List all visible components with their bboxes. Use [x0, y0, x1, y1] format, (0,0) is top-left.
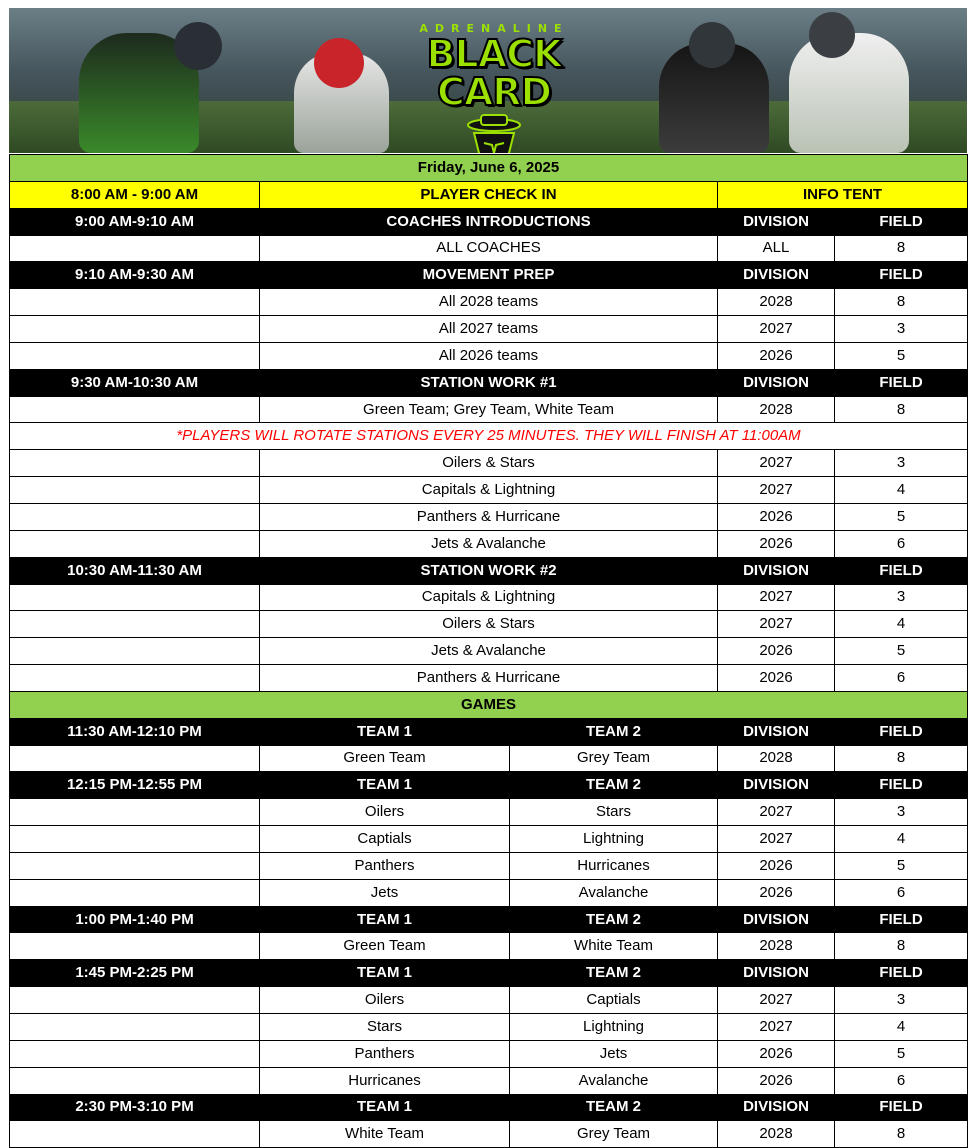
field-value: 3 [835, 799, 968, 826]
field-value: 5 [835, 638, 968, 665]
block-header-row [10, 262, 968, 289]
field-value: 6 [835, 1067, 968, 1094]
time-cell-empty [10, 342, 260, 369]
event-row [10, 477, 968, 504]
event-name: ALL COACHES [260, 235, 718, 262]
time-cell-empty [10, 584, 260, 611]
team1-name: Captials [260, 826, 510, 853]
header-banner [9, 8, 967, 153]
event-row [10, 584, 968, 611]
field-header: FIELD [835, 208, 968, 235]
division-value: 2026 [718, 530, 835, 557]
event-row [10, 450, 968, 477]
check-in-row [10, 181, 968, 208]
game-row [10, 745, 968, 772]
division-value: 2026 [718, 852, 835, 879]
event-name: Panthers & Hurricane [260, 503, 718, 530]
time-cell-empty [10, 503, 260, 530]
field-value: 3 [835, 316, 968, 343]
event-row [10, 611, 968, 638]
game-time-slot: 2:30 PM-3:10 PM [10, 1094, 260, 1121]
team2-header: TEAM 2 [510, 960, 718, 987]
block-title: MOVEMENT PREP [260, 262, 718, 289]
division-header: DIVISION [718, 718, 835, 745]
rotation-note-row [10, 423, 968, 450]
team2-name: Avalanche [510, 1067, 718, 1094]
game-row [10, 933, 968, 960]
field-header: FIELD [835, 262, 968, 289]
game-row [10, 852, 968, 879]
schedule-date: Friday, June 6, 2025 [10, 155, 968, 182]
field-value: 4 [835, 1014, 968, 1041]
game-row [10, 987, 968, 1014]
field-value: 8 [835, 1121, 968, 1148]
event-row [10, 638, 968, 665]
event-row [10, 503, 968, 530]
field-value: 5 [835, 1040, 968, 1067]
time-cell-empty [10, 530, 260, 557]
game-row [10, 879, 968, 906]
team1-name: Hurricanes [260, 1067, 510, 1094]
team1-name: Panthers [260, 1040, 510, 1067]
team1-name: Oilers [260, 987, 510, 1014]
time-cell-empty [10, 1121, 260, 1148]
team1-name: Oilers [260, 799, 510, 826]
team2-header: TEAM 2 [510, 1094, 718, 1121]
division-value: 2027 [718, 826, 835, 853]
division-header: DIVISION [718, 772, 835, 799]
event-name: Panthers & Hurricane [260, 665, 718, 692]
division-value: 2028 [718, 396, 835, 423]
event-name: Jets & Avalanche [260, 638, 718, 665]
field-header: FIELD [835, 369, 968, 396]
event-name: Green Team; Grey Team, White Team [260, 396, 718, 423]
team1-name: Jets [260, 879, 510, 906]
field-value: 3 [835, 987, 968, 1014]
division-value: 2027 [718, 987, 835, 1014]
field-value: 4 [835, 826, 968, 853]
game-row [10, 1014, 968, 1041]
check-in-time: 8:00 AM - 9:00 AM [10, 181, 260, 208]
team1-name: Green Team [260, 745, 510, 772]
time-cell-empty [10, 477, 260, 504]
team2-name: Avalanche [510, 879, 718, 906]
logo-black-card-text: BLACK CARD [426, 32, 562, 114]
field-value: 4 [835, 477, 968, 504]
division-value: 2027 [718, 611, 835, 638]
time-cell-empty [10, 852, 260, 879]
team1-header: TEAM 1 [260, 718, 510, 745]
team2-name: White Team [510, 933, 718, 960]
division-header: DIVISION [718, 960, 835, 987]
game-row [10, 1121, 968, 1148]
banner-helmet-dark [689, 22, 735, 68]
field-value: 5 [835, 503, 968, 530]
field-value: 8 [835, 933, 968, 960]
team2-name: Stars [510, 799, 718, 826]
game-block-header-row [10, 906, 968, 933]
field-value: 6 [835, 879, 968, 906]
division-value: 2028 [718, 289, 835, 316]
time-cell-empty [10, 1067, 260, 1094]
block-header-row [10, 369, 968, 396]
event-name: Capitals & Lightning [260, 477, 718, 504]
game-row [10, 1067, 968, 1094]
team2-name: Lightning [510, 1014, 718, 1041]
event-row [10, 235, 968, 262]
team1-header: TEAM 1 [260, 1094, 510, 1121]
team1-header: TEAM 1 [260, 772, 510, 799]
event-name: Capitals & Lightning [260, 584, 718, 611]
time-cell-empty [10, 879, 260, 906]
games-title: GAMES [10, 691, 968, 718]
team2-name: Grey Team [510, 745, 718, 772]
team2-name: Captials [510, 987, 718, 1014]
division-header: DIVISION [718, 557, 835, 584]
spy-hat-emblem-icon [464, 113, 524, 153]
team2-header: TEAM 2 [510, 718, 718, 745]
event-row [10, 316, 968, 343]
team1-name: Green Team [260, 933, 510, 960]
time-cell-empty [10, 799, 260, 826]
team1-header: TEAM 1 [260, 906, 510, 933]
field-value: 6 [835, 530, 968, 557]
date-row [10, 155, 968, 182]
check-in-location: INFO TENT [718, 181, 968, 208]
game-block-header-row [10, 960, 968, 987]
logo-adrenaline-text: ADRENALINE [419, 22, 569, 35]
division-value: 2028 [718, 745, 835, 772]
division-header: DIVISION [718, 369, 835, 396]
team2-name: Hurricanes [510, 852, 718, 879]
game-block-header-row [10, 1094, 968, 1121]
banner-helmet-red [314, 38, 364, 88]
game-time-slot: 12:15 PM-12:55 PM [10, 772, 260, 799]
division-value: 2026 [718, 638, 835, 665]
game-row [10, 1040, 968, 1067]
field-value: 8 [835, 396, 968, 423]
event-name: Jets & Avalanche [260, 530, 718, 557]
field-header: FIELD [835, 906, 968, 933]
schedule-table [9, 154, 968, 1148]
team2-name: Lightning [510, 826, 718, 853]
field-value: 5 [835, 342, 968, 369]
division-value: 2027 [718, 799, 835, 826]
division-header: DIVISION [718, 1094, 835, 1121]
game-time-slot: 11:30 AM-12:10 PM [10, 718, 260, 745]
team2-header: TEAM 2 [510, 772, 718, 799]
division-value: ALL [718, 235, 835, 262]
division-header: DIVISION [718, 208, 835, 235]
team1-name: Panthers [260, 852, 510, 879]
division-value: 2026 [718, 879, 835, 906]
division-value: 2028 [718, 1121, 835, 1148]
block-title: STATION WORK #1 [260, 369, 718, 396]
time-cell-empty [10, 396, 260, 423]
event-name: All 2027 teams [260, 316, 718, 343]
field-header: FIELD [835, 557, 968, 584]
time-cell-empty [10, 450, 260, 477]
division-value: 2027 [718, 316, 835, 343]
field-value: 3 [835, 584, 968, 611]
black-card-logo [389, 22, 599, 147]
time-cell-empty [10, 745, 260, 772]
event-row [10, 665, 968, 692]
division-value: 2026 [718, 342, 835, 369]
field-header: FIELD [835, 718, 968, 745]
event-row [10, 530, 968, 557]
time-slot: 9:30 AM-10:30 AM [10, 369, 260, 396]
division-header: DIVISION [718, 262, 835, 289]
banner-helmet-right [809, 12, 855, 58]
time-slot: 9:10 AM-9:30 AM [10, 262, 260, 289]
event-row [10, 289, 968, 316]
time-cell-empty [10, 933, 260, 960]
block-title: STATION WORK #2 [260, 557, 718, 584]
field-value: 5 [835, 852, 968, 879]
team2-header: TEAM 2 [510, 906, 718, 933]
event-name: Oilers & Stars [260, 450, 718, 477]
team1-name: Stars [260, 1014, 510, 1041]
game-block-header-row [10, 772, 968, 799]
game-time-slot: 1:45 PM-2:25 PM [10, 960, 260, 987]
division-value: 2026 [718, 665, 835, 692]
event-row [10, 396, 968, 423]
time-cell-empty [10, 316, 260, 343]
field-header: FIELD [835, 1094, 968, 1121]
banner-helmet-left [174, 22, 222, 70]
division-value: 2026 [718, 503, 835, 530]
game-block-header-row [10, 718, 968, 745]
field-value: 4 [835, 611, 968, 638]
field-value: 3 [835, 450, 968, 477]
event-name: All 2026 teams [260, 342, 718, 369]
block-header-row [10, 557, 968, 584]
game-row [10, 799, 968, 826]
field-value: 6 [835, 665, 968, 692]
division-value: 2027 [718, 477, 835, 504]
games-header-row [10, 691, 968, 718]
field-value: 8 [835, 235, 968, 262]
field-value: 8 [835, 289, 968, 316]
field-header: FIELD [835, 960, 968, 987]
event-name: Oilers & Stars [260, 611, 718, 638]
team1-header: TEAM 1 [260, 960, 510, 987]
division-value: 2026 [718, 1040, 835, 1067]
event-name: All 2028 teams [260, 289, 718, 316]
time-cell-empty [10, 826, 260, 853]
check-in-event: PLAYER CHECK IN [260, 181, 718, 208]
banner-player-right [789, 33, 909, 153]
division-value: 2027 [718, 450, 835, 477]
block-title: COACHES INTRODUCTIONS [260, 208, 718, 235]
time-cell-empty [10, 638, 260, 665]
time-cell-empty [10, 665, 260, 692]
team2-name: Grey Team [510, 1121, 718, 1148]
division-value: 2027 [718, 1014, 835, 1041]
time-cell-empty [10, 1040, 260, 1067]
time-slot: 10:30 AM-11:30 AM [10, 557, 260, 584]
game-time-slot: 1:00 PM-1:40 PM [10, 906, 260, 933]
division-value: 2028 [718, 933, 835, 960]
block-header-row [10, 208, 968, 235]
event-row [10, 342, 968, 369]
division-header: DIVISION [718, 906, 835, 933]
team1-name: White Team [260, 1121, 510, 1148]
time-cell-empty [10, 1014, 260, 1041]
game-row [10, 826, 968, 853]
time-cell-empty [10, 289, 260, 316]
field-header: FIELD [835, 772, 968, 799]
time-cell-empty [10, 611, 260, 638]
time-cell-empty [10, 987, 260, 1014]
time-slot: 9:00 AM-9:10 AM [10, 208, 260, 235]
team2-name: Jets [510, 1040, 718, 1067]
division-value: 2026 [718, 1067, 835, 1094]
time-cell-empty [10, 235, 260, 262]
division-value: 2027 [718, 584, 835, 611]
field-value: 8 [835, 745, 968, 772]
rotation-note: *PLAYERS WILL ROTATE STATIONS EVERY 25 MINUTES. THEY WILL FINISH AT 11:00AM [10, 423, 968, 450]
